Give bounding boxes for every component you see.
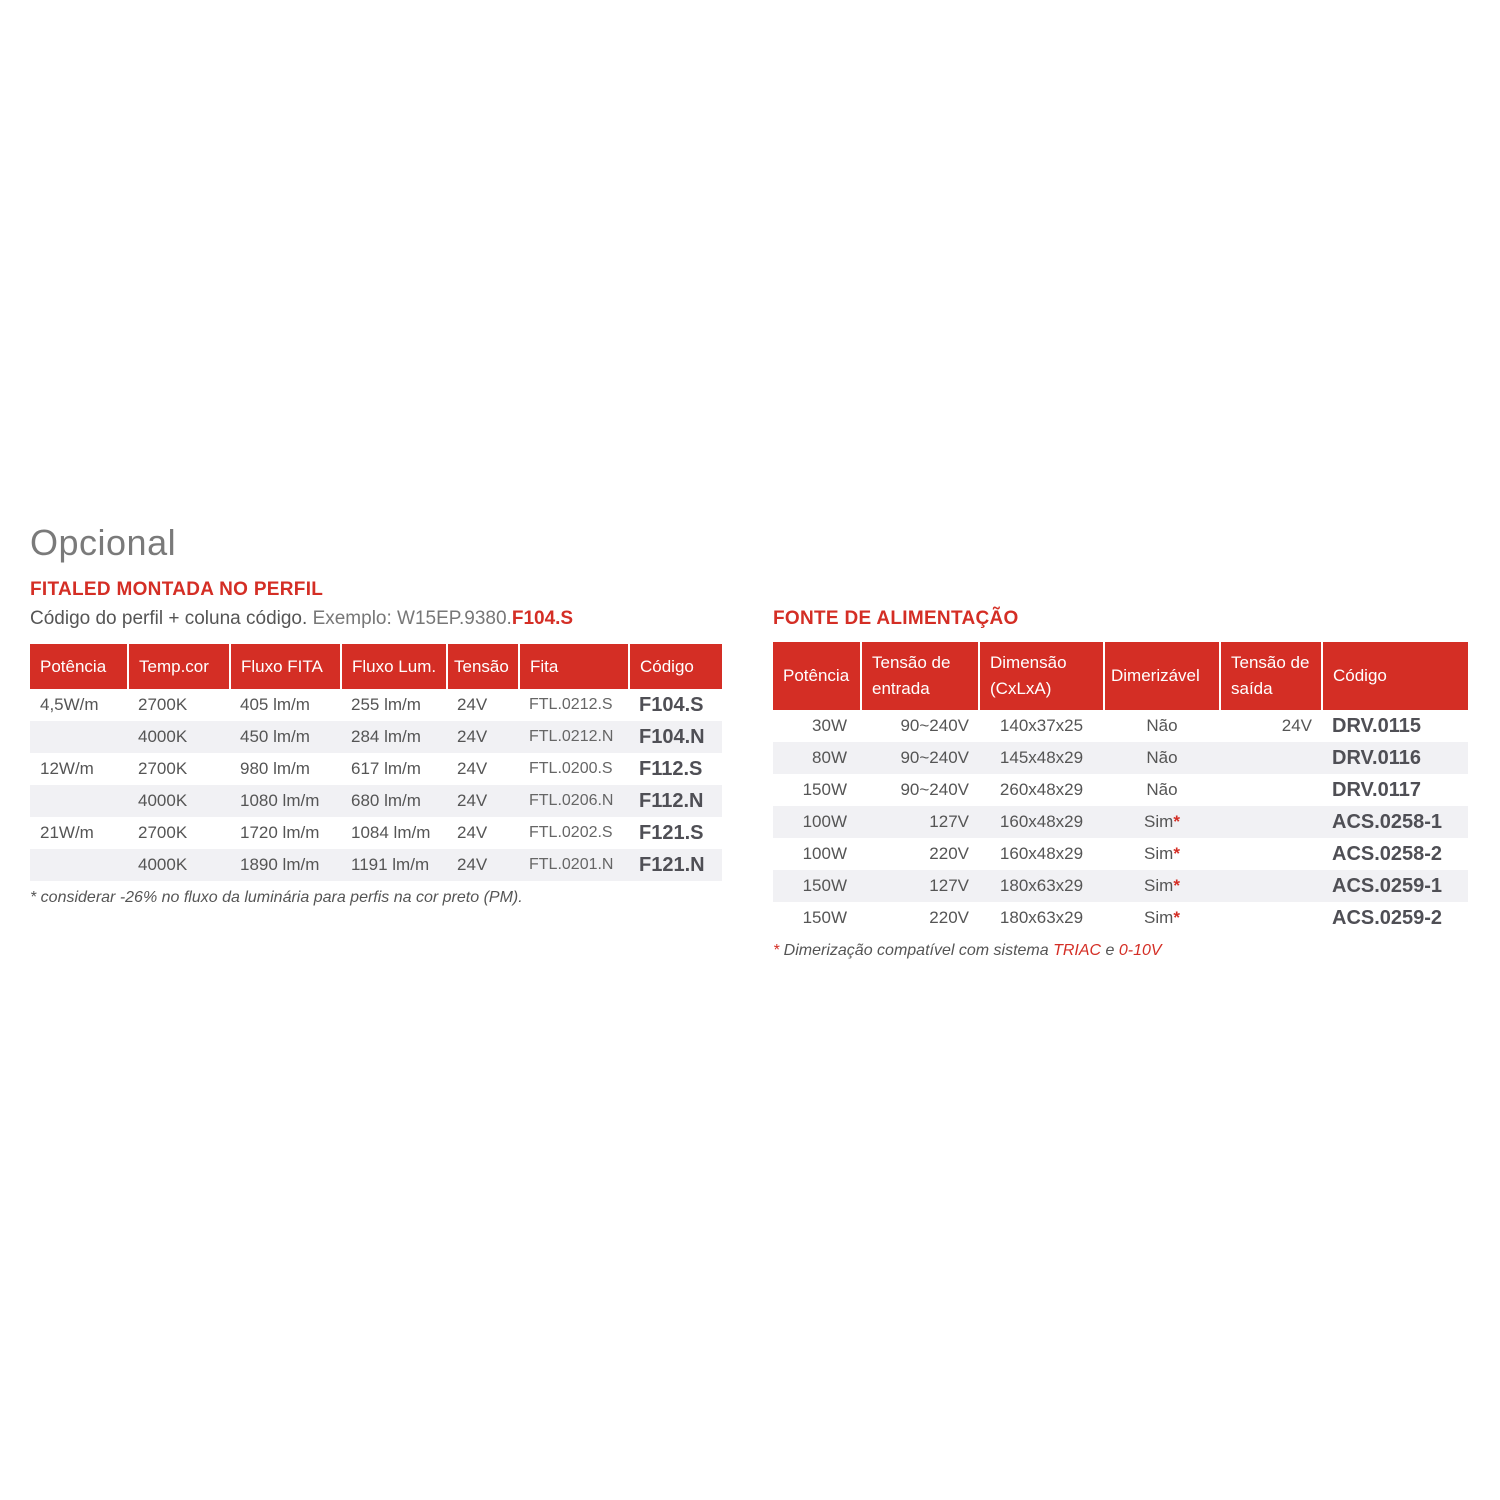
cell-potencia: 150W: [802, 780, 847, 799]
cell-dimensao: 160x48x29: [999, 844, 1084, 863]
cell-fita: FTL.0212.S: [529, 696, 613, 713]
dimer-value: Sim: [1144, 812, 1174, 831]
cell-fita: FTL.0201.N: [519, 849, 629, 881]
dimer-star: *: [1173, 812, 1180, 831]
cell-dimerizavel: [1104, 838, 1220, 870]
col-header-tensao-saida: Tensão de saída: [1220, 642, 1322, 710]
cell-tensao-entrada: 220V: [929, 844, 969, 863]
cell-fita: FTL.0202.S: [529, 824, 613, 841]
table-row: [773, 806, 1468, 838]
cell-fluxo-fita: 450 lm/m: [230, 721, 341, 753]
dimer-value: Não: [1146, 780, 1178, 799]
col-header-temp: Temp.cor: [128, 644, 230, 689]
cell-potencia: 150W: [802, 908, 847, 927]
cell-temp: 2700K: [138, 695, 188, 714]
cell-dimerizavel: [1104, 870, 1220, 902]
cell-codigo: F104.N: [629, 721, 722, 753]
dimer-value: Sim: [1144, 844, 1174, 863]
cell-potencia: [30, 721, 128, 753]
cell-tensao-entrada: 90~240V: [861, 742, 979, 774]
col-header-dimensao: Dimensão (CxLxA): [979, 642, 1104, 710]
fonte-heading: FONTE DE ALIMENTAÇÃO: [773, 608, 1019, 629]
cell-tensao: 24V: [447, 785, 519, 817]
cell-fluxo-lum: 1191 lm/m: [341, 849, 447, 881]
table-row: [773, 774, 1468, 806]
table-header-row: [773, 642, 1468, 710]
dimer-star: *: [1173, 908, 1180, 927]
cell-potencia: [30, 849, 128, 881]
dimer-value: Sim: [1144, 876, 1174, 895]
table-row: [773, 742, 1468, 774]
cell-temp: 2700K: [138, 823, 188, 842]
cell-dimensao: 260x48x29: [999, 780, 1084, 799]
cell-dimensao: 140x37x25: [999, 716, 1084, 735]
cell-tensao-saida: [1220, 870, 1322, 902]
subtitle-example: Exemplo: W15EP.9380.: [312, 608, 512, 629]
fitaled-table: [30, 644, 722, 881]
cell-fluxo-lum: 284 lm/m: [341, 721, 447, 753]
footnote-star: *: [773, 942, 780, 959]
cell-temp: 4000K: [128, 721, 230, 753]
cell-codigo: ACS.0258-2: [1332, 842, 1443, 865]
cell-fita: FTL.0206.N: [519, 785, 629, 817]
col-header-dimerizavel: Dimerizável: [1104, 642, 1220, 710]
col-header-potencia: Potência: [773, 642, 861, 710]
table-row: [30, 785, 722, 817]
footnote-prefix: Dimerização compatível com sistema: [779, 942, 1054, 959]
cell-potencia: 30W: [812, 716, 847, 735]
cell-fluxo-lum: 617 lm/m: [351, 759, 421, 778]
cell-temp: 2700K: [138, 759, 188, 778]
cell-tensao-entrada: 220V: [929, 908, 969, 927]
table-row: [773, 838, 1468, 870]
col-header-fita: Fita: [519, 644, 629, 689]
fonte-section: [773, 608, 1468, 960]
cell-tensao: 24V: [457, 823, 488, 842]
cell-fluxo-lum: 680 lm/m: [341, 785, 447, 817]
cell-tensao-entrada: 127V: [861, 806, 979, 838]
cell-potencia: 21W/m: [40, 823, 94, 842]
table-row: [30, 721, 722, 753]
cell-dimensao: 180x63x29: [979, 870, 1104, 902]
cell-codigo: F112.S: [639, 757, 703, 780]
cell-codigo: ACS.0258-1: [1322, 806, 1468, 838]
subtitle-example-code: F104.S: [511, 608, 574, 629]
footnote-mid: e: [1101, 942, 1119, 959]
col-header-codigo: Código: [629, 644, 722, 689]
cell-tensao: 24V: [447, 721, 519, 753]
fitaled-heading: FITALED MONTADA NO PERFIL: [30, 579, 324, 600]
col-header-tensao: Tensão: [447, 644, 519, 689]
cell-tensao: 24V: [457, 759, 488, 778]
page-title: Opcional: [30, 522, 177, 563]
cell-fluxo-fita: 980 lm/m: [240, 759, 310, 778]
cell-codigo: DRV.0116: [1322, 742, 1468, 774]
cell-dimensao: 180x63x29: [999, 908, 1084, 927]
subtitle-main: Código do perfil + coluna código.: [30, 608, 308, 629]
dimer-value: Sim: [1144, 908, 1174, 927]
col-header-codigo: Código: [1322, 642, 1468, 710]
cell-codigo: DRV.0115: [1332, 714, 1421, 737]
cell-fluxo-fita: 1080 lm/m: [230, 785, 341, 817]
cell-tensao-saida: [1220, 838, 1322, 870]
dimer-value: Não: [1146, 716, 1178, 735]
cell-fluxo-lum: 1084 lm/m: [351, 823, 431, 842]
cell-codigo: F112.N: [629, 785, 722, 817]
fitaled-footnote: * considerar -26% no fluxo da luminária para perfis na cor preto (PM).: [30, 889, 523, 906]
dimer-star: *: [1173, 876, 1180, 895]
table-header-row: [30, 644, 722, 689]
cell-codigo: F121.S: [639, 821, 704, 844]
cell-dimerizavel: [1104, 806, 1220, 838]
cell-temp: 4000K: [128, 849, 230, 881]
cell-potencia: 12W/m: [40, 759, 94, 778]
table-row: [773, 870, 1468, 902]
cell-fluxo-lum: 255 lm/m: [351, 695, 421, 714]
cell-tensao-saida: [1220, 806, 1322, 838]
cell-tensao-entrada: 90~240V: [900, 780, 969, 799]
table-row: [30, 753, 722, 785]
cell-tensao-saida: [1220, 742, 1322, 774]
fitaled-section: [30, 579, 722, 907]
cell-tensao-saida: [1220, 774, 1322, 806]
cell-codigo: F104.S: [639, 693, 704, 716]
cell-tensao-entrada: 127V: [861, 870, 979, 902]
table-row: [30, 849, 722, 881]
table-row: [30, 817, 722, 849]
cell-fita: FTL.0212.N: [519, 721, 629, 753]
cell-fluxo-fita: 1720 lm/m: [240, 823, 320, 842]
cell-codigo: ACS.0259-1: [1322, 870, 1468, 902]
cell-dimerizavel: [1104, 902, 1220, 934]
col-header-fluxo-fita: Fluxo FITA: [230, 644, 341, 689]
cell-fluxo-fita: 405 lm/m: [240, 695, 310, 714]
cell-potencia: 100W: [802, 844, 847, 863]
cell-codigo: DRV.0117: [1332, 778, 1421, 801]
cell-tensao-saida: [1220, 902, 1322, 934]
dimer-value: Não: [1146, 748, 1178, 767]
cell-dimensao: 145x48x29: [979, 742, 1104, 774]
fitaled-subtitle: [30, 608, 722, 630]
cell-tensao-saida: 24V: [1281, 716, 1312, 735]
col-header-fluxo-lum: Fluxo Lum.: [341, 644, 447, 689]
cell-dimerizavel: [1104, 742, 1220, 774]
cell-fluxo-fita: 1890 lm/m: [230, 849, 341, 881]
cell-tensao: 24V: [457, 695, 488, 714]
cell-codigo: ACS.0259-2: [1332, 906, 1443, 929]
footnote-010v: 0-10V: [1118, 942, 1162, 959]
cell-potencia: 100W: [773, 806, 861, 838]
cell-dimensao: 160x48x29: [979, 806, 1104, 838]
fonte-table: [773, 642, 1468, 934]
cell-tensao: 24V: [447, 849, 519, 881]
cell-dimerizavel: [1104, 774, 1220, 806]
cell-codigo: F121.N: [629, 849, 722, 881]
cell-dimerizavel: [1104, 710, 1220, 742]
cell-potencia: 4,5W/m: [40, 695, 99, 714]
fonte-footnote: [773, 942, 1468, 960]
col-header-tensao-entrada: Tensão de entrada: [861, 642, 979, 710]
col-header-potencia: Potência: [30, 644, 128, 689]
dimer-star: *: [1173, 844, 1180, 863]
footnote-triac: TRIAC: [1053, 942, 1102, 959]
cell-temp: 4000K: [128, 785, 230, 817]
table-row: [773, 902, 1468, 934]
table-row: [30, 689, 722, 721]
cell-tensao-entrada: 90~240V: [900, 716, 969, 735]
cell-potencia: 150W: [773, 870, 861, 902]
cell-potencia: [30, 785, 128, 817]
cell-potencia: 80W: [773, 742, 861, 774]
table-row: [773, 710, 1468, 742]
cell-fita: FTL.0200.S: [529, 760, 613, 777]
